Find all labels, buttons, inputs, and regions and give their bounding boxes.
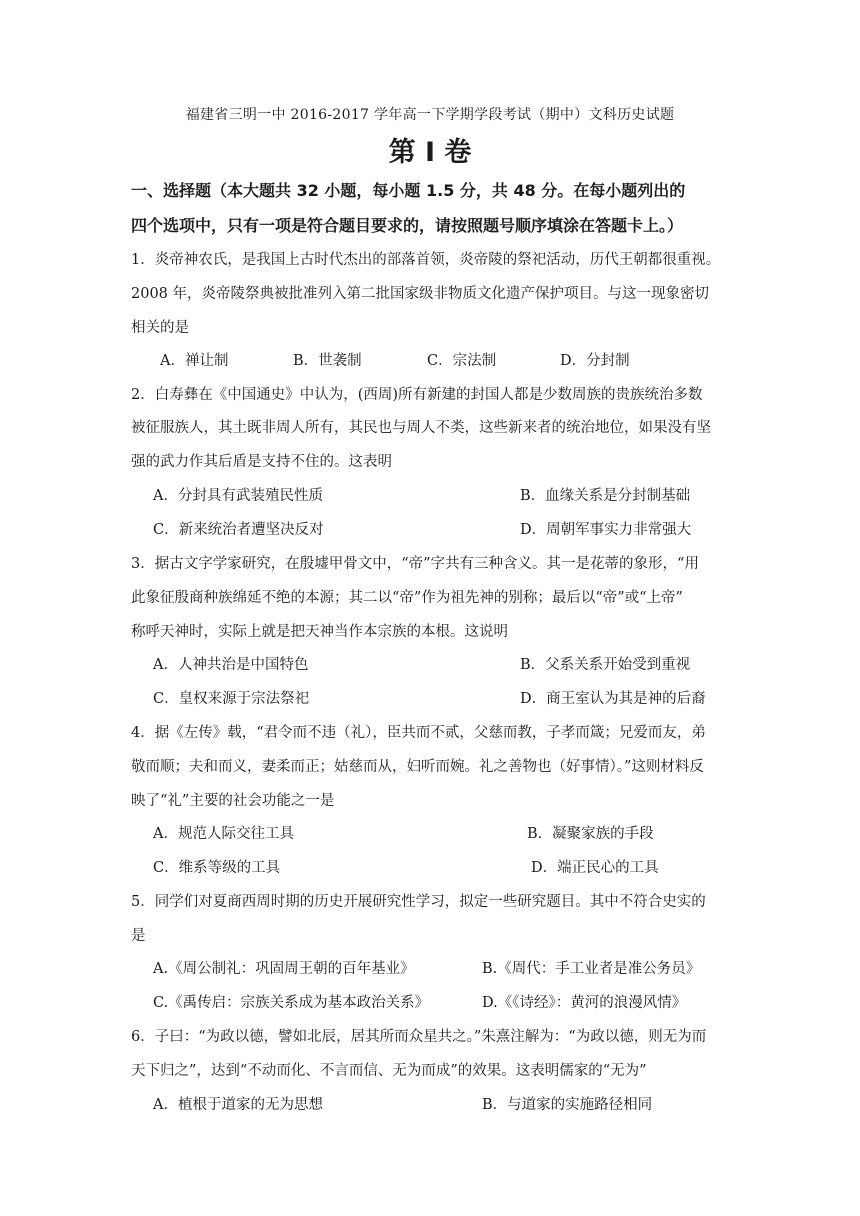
question-5-option-b: B.《周代：手工业者是准公务员》 [482,961,701,977]
question-5-option-a: A.《周公制礼：巩固周王朝的百年基业》 [153,961,415,977]
question-2-line-2: 被征服族人，其土既非周人所有，其民也与周人不类，这些新来者的统治地位，如果没有坚 [131,420,711,436]
question-4-line-1: 4．据《左传》载，“君令而不违（礼），臣共而不贰，父慈而教，子孝而箴；兄爱而友，弟 [131,725,706,741]
question-1-line-1: 1．炎帝神农氏，是我国上古时代杰出的部落首领，炎帝陵的祭祀活动，历代王朝都很重视。 [131,252,721,268]
question-6-option-b: B．与道家的实施路径相同 [482,1097,653,1113]
section-heading-line-1: 一、选择题（本大题共 32 小题，每小题 1.5 分，共 48 分。在每小题列出的 [131,181,686,200]
question-5-line-2: 是 [131,928,146,944]
question-4-line-2: 敬而顺；夫和而义，妻柔而正；姑慈而从，妇听而婉。礼之善物也（好事情）。”这则材料反 [131,759,704,775]
question-1-line-3: 相关的是 [131,320,189,336]
question-1-line-2: 2008 年，炎帝陵祭典被批准列入第二批国家级非物质文化遗产保护项目。与这一现象密切 [131,286,710,302]
exam-title: 福建省三明一中 2016-2017 学年高一下学期学段考试（期中）文科历史试题 [185,107,675,123]
question-4-option-a: A．规范人际交往工具 [153,826,294,842]
question-3-line-3: 称呼天神时，实际上就是把天神当作本宗族的本根。这说明 [131,624,508,640]
question-3-option-d: D．商王室认为其是神的后裔 [520,691,706,707]
question-4-option-b: B．凝聚家族的手段 [527,826,654,842]
question-2-option-d: D．周朝军事实力非常强大 [520,522,692,538]
question-1-option-c: C．宗法制 [427,353,497,369]
section-heading-line-2: 四个选项中，只有一项是符合题目要求的，请按照题号顺序填涂在答题卡上。） [131,216,684,235]
question-6-line-2: 天下归之”，达到“不动而化、不言而信、无为而成”的效果。这表明儒家的“无为” [131,1063,647,1079]
question-2-option-c: C．新来统治者遭坚决反对 [153,522,324,538]
question-5-option-d: D.《《诗经》：黄河的浪漫风情》 [482,995,687,1011]
question-2-line-3: 强的武力作其后盾是支持不住的。这表明 [131,454,392,470]
question-4-option-d: D．端正民心的工具 [531,860,659,876]
question-3-option-c: C．皇权来源于宗法祭祀 [153,691,310,707]
question-1-option-d: D．分封制 [560,353,630,369]
question-3-line-2: 此象征殷商种族绵延不绝的本源；其二以“帝”作为祖先神的别称；最后以“帝”或“上帝” [131,590,683,606]
question-6-line-1: 6．子曰：“为政以德，譬如北辰，居其所而众星共之。”朱熹注解为：“为政以德，则无为而 [131,1029,707,1045]
question-3-option-b: B．父系关系开始受到重视 [520,657,691,673]
question-5-line-1: 5．同学们对夏商西周时期的历史开展研究性学习，拟定一些研究题目。其中不符合史实的 [131,894,706,910]
question-4-line-3: 映了“礼”主要的社会功能之一是 [131,793,335,809]
question-5-option-c: C.《禹传启：宗族关系成为基本政治关系》 [153,995,430,1011]
question-2-line-1: 2．白寿彝在《中国通史》中认为，(西周)所有新建的封国人都是少数周族的贵族统治多数 [131,387,703,403]
volume-heading: 第 I 卷 [388,137,472,168]
question-3-option-a: A．人神共治是中国特色 [153,657,309,673]
question-6-option-a: A．植根于道家的无为思想 [153,1097,323,1113]
question-2-option-b: B．血缘关系是分封制基础 [520,488,691,504]
question-1-option-b: B．世袭制 [293,353,362,369]
question-3-line-1: 3．据古文字学家研究，在殷墟甲骨文中，“帝”字共有三种含义。其一是花蒂的象形，“用 [131,556,699,572]
question-2-option-a: A．分封具有武装殖民性质 [153,488,323,504]
question-4-option-c: C．维系等级的工具 [153,860,281,876]
question-1-option-a: A．禅让制 [160,353,229,369]
